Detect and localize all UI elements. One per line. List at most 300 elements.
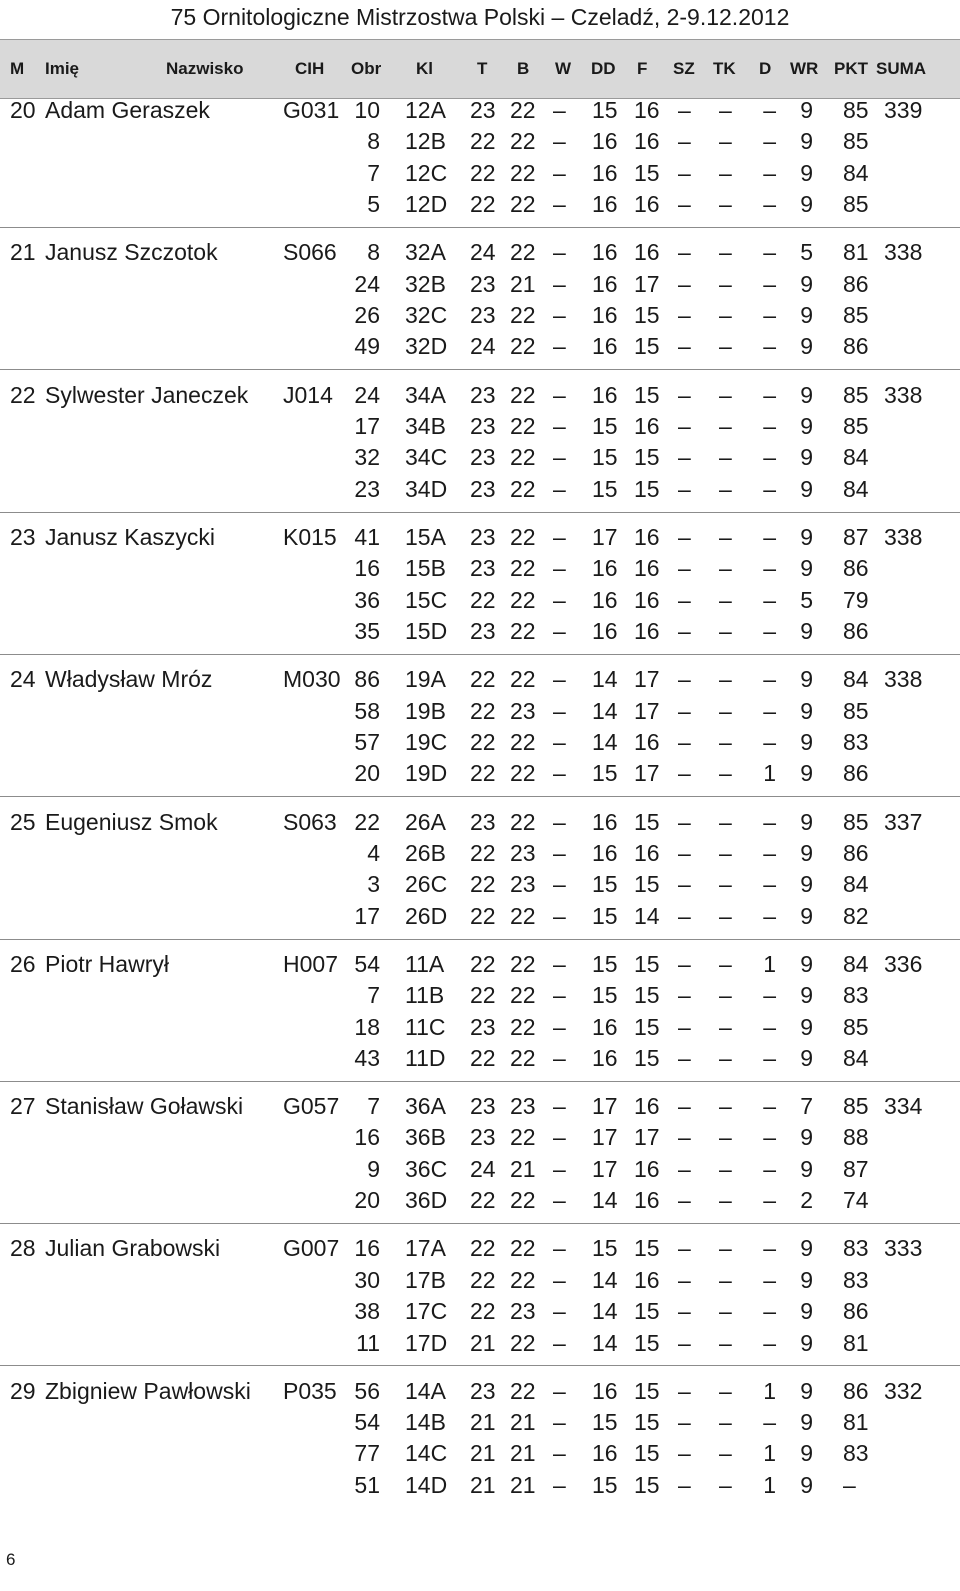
wr-cell: 9: [800, 1329, 813, 1356]
tk-cell: –: [719, 808, 732, 835]
place-cell: 25: [10, 808, 36, 835]
kl-cell: 14B: [405, 1409, 446, 1436]
obr-cell: 20: [354, 1187, 380, 1214]
b-cell: 22: [510, 1013, 536, 1040]
kl-cell: 36D: [405, 1187, 448, 1214]
suma-cell: 336: [884, 950, 923, 977]
sz-cell: –: [678, 871, 691, 898]
wr-cell: 9: [800, 666, 813, 693]
wr-cell: 9: [800, 839, 813, 866]
f-cell: 15: [634, 381, 660, 408]
place-cell: 24: [10, 666, 36, 693]
obr-cell: 7: [367, 982, 380, 1009]
f-cell: 16: [634, 239, 660, 266]
w-cell: –: [553, 1093, 566, 1120]
b-cell: 23: [510, 697, 536, 724]
d-cell: –: [763, 1013, 776, 1040]
pkt-cell: 84: [843, 475, 869, 502]
d-cell: –: [763, 412, 776, 439]
b-cell: 22: [510, 444, 536, 471]
d-cell: –: [763, 475, 776, 502]
obr-cell: 24: [354, 381, 380, 408]
b-cell: 22: [510, 239, 536, 266]
place-cell: 28: [10, 1235, 36, 1262]
w-cell: –: [553, 239, 566, 266]
b-cell: 22: [510, 159, 536, 186]
d-cell: –: [763, 333, 776, 360]
wr-cell: 5: [800, 239, 813, 266]
b-cell: 23: [510, 839, 536, 866]
pkt-cell: 83: [843, 1235, 869, 1262]
kl-cell: 19C: [405, 728, 448, 755]
obr-cell: 4: [367, 839, 380, 866]
obr-cell: 24: [354, 270, 380, 297]
d-cell: –: [763, 1124, 776, 1151]
pkt-cell: 86: [843, 1377, 869, 1404]
tk-cell: –: [719, 1013, 732, 1040]
w-cell: –: [553, 333, 566, 360]
header-obr: Obr: [351, 59, 382, 78]
pkt-cell: 85: [843, 1013, 869, 1040]
sz-cell: –: [678, 239, 691, 266]
obr-cell: 9: [367, 1155, 380, 1182]
table-row: [0, 1437, 960, 1469]
tk-cell: –: [719, 159, 732, 186]
f-cell: 15: [634, 950, 660, 977]
tk-cell: –: [719, 1155, 732, 1182]
d-cell: –: [763, 586, 776, 613]
suma-cell: 338: [884, 523, 923, 550]
kl-cell: 15D: [405, 618, 448, 645]
b-cell: 22: [510, 982, 536, 1009]
b-cell: 22: [510, 97, 536, 123]
pkt-cell: 85: [843, 191, 869, 218]
kl-cell: 26A: [405, 808, 446, 835]
dd-cell: 16: [592, 381, 618, 408]
t-cell: 21: [470, 1329, 496, 1356]
pkt-cell: 85: [843, 97, 869, 123]
table-row: [0, 157, 960, 189]
tk-cell: –: [719, 381, 732, 408]
obr-cell: 17: [354, 412, 380, 439]
t-cell: 22: [470, 1298, 496, 1325]
d-cell: –: [763, 523, 776, 550]
kl-cell: 19B: [405, 697, 446, 724]
obr-cell: 7: [367, 159, 380, 186]
sz-cell: –: [678, 728, 691, 755]
f-cell: 16: [634, 523, 660, 550]
dd-cell: 15: [592, 412, 618, 439]
tk-cell: –: [719, 586, 732, 613]
b-cell: 22: [510, 808, 536, 835]
pkt-cell: 74: [843, 1187, 869, 1214]
header-pkt: PKT: [834, 59, 868, 78]
w-cell: –: [553, 1409, 566, 1436]
f-cell: 16: [634, 555, 660, 582]
tk-cell: –: [719, 950, 732, 977]
tk-cell: –: [719, 191, 732, 218]
suma-cell: 337: [884, 808, 923, 835]
t-cell: 23: [470, 1013, 496, 1040]
sz-cell: –: [678, 760, 691, 787]
d-cell: –: [763, 1409, 776, 1436]
wr-cell: 9: [800, 381, 813, 408]
entry-group: [0, 1090, 960, 1228]
sz-cell: –: [678, 950, 691, 977]
d-cell: –: [763, 555, 776, 582]
wr-cell: 9: [800, 159, 813, 186]
table-row: [0, 948, 960, 980]
place-cell: 20: [10, 97, 36, 123]
sz-cell: –: [678, 412, 691, 439]
kl-cell: 12D: [405, 191, 448, 218]
pkt-cell: 84: [843, 871, 869, 898]
d-cell: –: [763, 1093, 776, 1120]
w-cell: –: [553, 475, 566, 502]
cih-cell: M030: [283, 666, 341, 693]
obr-cell: 38: [354, 1298, 380, 1325]
t-cell: 22: [470, 586, 496, 613]
sz-cell: –: [678, 1044, 691, 1071]
w-cell: –: [553, 839, 566, 866]
w-cell: –: [553, 697, 566, 724]
table-row: [0, 1375, 960, 1407]
document-title: 75 Ornitologiczne Mistrzostwa Polski – Czeladź, 2-9.12.2012: [170, 4, 790, 30]
table-row: [0, 1153, 960, 1185]
pkt-cell: 86: [843, 1298, 869, 1325]
table-row: [0, 1264, 960, 1296]
t-cell: 22: [470, 760, 496, 787]
d-cell: 1: [763, 1471, 776, 1498]
obr-cell: 54: [354, 950, 380, 977]
f-cell: 16: [634, 618, 660, 645]
table-row: [0, 473, 960, 505]
t-cell: 23: [470, 523, 496, 550]
wr-cell: 9: [800, 302, 813, 329]
entry-group: [0, 948, 960, 1086]
tk-cell: –: [719, 728, 732, 755]
d-cell: –: [763, 728, 776, 755]
table-row: [0, 695, 960, 727]
t-cell: 22: [470, 128, 496, 155]
pkt-cell: 85: [843, 697, 869, 724]
pkt-cell: 85: [843, 381, 869, 408]
entry-group: [0, 1232, 960, 1370]
wr-cell: 9: [800, 1298, 813, 1325]
suma-cell: 338: [884, 381, 923, 408]
place-cell: 26: [10, 950, 36, 977]
wr-cell: 9: [800, 270, 813, 297]
w-cell: –: [553, 618, 566, 645]
header-kl: Kl: [416, 59, 433, 78]
f-cell: 16: [634, 1187, 660, 1214]
kl-cell: 11D: [405, 1044, 446, 1071]
pkt-cell: 81: [843, 1329, 869, 1356]
pkt-cell: 84: [843, 666, 869, 693]
kl-cell: 15A: [405, 523, 446, 550]
tk-cell: –: [719, 555, 732, 582]
kl-cell: 17B: [405, 1266, 446, 1293]
tk-cell: –: [719, 302, 732, 329]
table-row: [0, 236, 960, 268]
obr-cell: 57: [354, 728, 380, 755]
d-cell: –: [763, 982, 776, 1009]
pkt-cell: 81: [843, 1409, 869, 1436]
header-cih: CIH: [295, 59, 325, 78]
obr-cell: 23: [354, 475, 380, 502]
t-cell: 22: [470, 728, 496, 755]
w-cell: –: [553, 902, 566, 929]
obr-cell: 17: [354, 902, 380, 929]
w-cell: –: [553, 444, 566, 471]
w-cell: –: [553, 1471, 566, 1498]
t-cell: 22: [470, 697, 496, 724]
w-cell: –: [553, 1329, 566, 1356]
t-cell: 22: [470, 839, 496, 866]
table-row: [0, 663, 960, 695]
competitor-name: Piotr Hawrył: [45, 950, 169, 977]
f-cell: 15: [634, 1298, 660, 1325]
dd-cell: 17: [592, 523, 618, 550]
b-cell: 22: [510, 728, 536, 755]
table-row: [0, 1327, 960, 1359]
f-cell: 16: [634, 1266, 660, 1293]
cih-cell: S066: [283, 239, 337, 266]
tk-cell: –: [719, 1471, 732, 1498]
sz-cell: –: [678, 191, 691, 218]
place-cell: 29: [10, 1377, 36, 1404]
obr-cell: 32: [354, 444, 380, 471]
sz-cell: –: [678, 97, 691, 123]
t-cell: 24: [470, 333, 496, 360]
table-row: [0, 1011, 960, 1043]
entry-group: [0, 521, 960, 659]
b-cell: 22: [510, 1044, 536, 1071]
obr-cell: 51: [354, 1471, 380, 1498]
b-cell: 22: [510, 1266, 536, 1293]
w-cell: –: [553, 270, 566, 297]
entry-group: [0, 379, 960, 517]
kl-cell: 11B: [405, 982, 445, 1009]
b-cell: 22: [510, 1377, 536, 1404]
obr-cell: 54: [354, 1409, 380, 1436]
table-row: [0, 410, 960, 442]
sz-cell: –: [678, 1471, 691, 1498]
tk-cell: –: [719, 1044, 732, 1071]
header-w: W: [555, 59, 572, 78]
kl-cell: 26D: [405, 902, 448, 929]
b-cell: 23: [510, 1298, 536, 1325]
b-cell: 22: [510, 191, 536, 218]
w-cell: –: [553, 555, 566, 582]
tk-cell: –: [719, 1409, 732, 1436]
pkt-cell: 86: [843, 270, 869, 297]
dd-cell: 15: [592, 1471, 618, 1498]
dd-cell: 17: [592, 1093, 618, 1120]
wr-cell: 9: [800, 1266, 813, 1293]
kl-cell: 32A: [405, 239, 446, 266]
t-cell: 24: [470, 239, 496, 266]
t-cell: 22: [470, 950, 496, 977]
dd-cell: 15: [592, 1235, 618, 1262]
b-cell: 21: [510, 1471, 536, 1498]
entry-group: [0, 663, 960, 801]
obr-cell: 56: [354, 1377, 380, 1404]
competitor-name: Stanisław Goławski: [45, 1093, 244, 1120]
d-cell: –: [763, 1044, 776, 1071]
tk-cell: –: [719, 1298, 732, 1325]
pkt-cell: 85: [843, 808, 869, 835]
b-cell: 21: [510, 270, 536, 297]
b-cell: 23: [510, 871, 536, 898]
obr-cell: 16: [354, 1235, 380, 1262]
w-cell: –: [553, 412, 566, 439]
wr-cell: 9: [800, 697, 813, 724]
group-divider: [0, 654, 960, 655]
d-cell: –: [763, 1266, 776, 1293]
t-cell: 23: [470, 475, 496, 502]
pkt-cell: 85: [843, 1093, 869, 1120]
sz-cell: –: [678, 1409, 691, 1436]
tk-cell: –: [719, 239, 732, 266]
kl-cell: 34C: [405, 444, 448, 471]
w-cell: –: [553, 159, 566, 186]
b-cell: 22: [510, 475, 536, 502]
f-cell: 15: [634, 1235, 660, 1262]
t-cell: 22: [470, 1187, 496, 1214]
cih-cell: J014: [283, 381, 333, 408]
suma-cell: 338: [884, 666, 923, 693]
t-cell: 23: [470, 1124, 496, 1151]
f-cell: 15: [634, 302, 660, 329]
sz-cell: –: [678, 982, 691, 1009]
kl-cell: 14D: [405, 1471, 448, 1498]
wr-cell: 9: [800, 333, 813, 360]
sz-cell: –: [678, 475, 691, 502]
sz-cell: –: [678, 333, 691, 360]
table-row: [0, 806, 960, 838]
suma-cell: 339: [884, 97, 923, 123]
place-cell: 22: [10, 381, 36, 408]
w-cell: –: [553, 586, 566, 613]
obr-cell: 86: [354, 666, 380, 693]
dd-cell: 16: [592, 808, 618, 835]
competitor-name: Julian Grabowski: [45, 1235, 221, 1262]
sz-cell: –: [678, 1124, 691, 1151]
header-f: F: [637, 59, 648, 78]
entry-group: [0, 94, 960, 232]
d-cell: –: [763, 839, 776, 866]
dd-cell: 14: [592, 728, 618, 755]
w-cell: –: [553, 1013, 566, 1040]
table-row: [0, 615, 960, 647]
tk-cell: –: [719, 902, 732, 929]
t-cell: 21: [470, 1440, 496, 1467]
obr-cell: 22: [354, 808, 380, 835]
cih-cell: K015: [283, 523, 337, 550]
wr-cell: 9: [800, 760, 813, 787]
wr-cell: 9: [800, 1155, 813, 1182]
w-cell: –: [553, 1235, 566, 1262]
kl-cell: 12A: [405, 97, 446, 123]
kl-cell: 34B: [405, 412, 446, 439]
dd-cell: 16: [592, 302, 618, 329]
dd-cell: 15: [592, 950, 618, 977]
sz-cell: –: [678, 1187, 691, 1214]
kl-cell: 36A: [405, 1093, 446, 1120]
w-cell: –: [553, 381, 566, 408]
table-row: [0, 188, 960, 220]
f-cell: 15: [634, 808, 660, 835]
t-cell: 21: [470, 1409, 496, 1436]
d-cell: –: [763, 159, 776, 186]
sz-cell: –: [678, 697, 691, 724]
f-cell: 17: [634, 666, 660, 693]
w-cell: –: [553, 1187, 566, 1214]
table-row: [0, 441, 960, 473]
table-row: [0, 837, 960, 869]
kl-cell: 36B: [405, 1124, 446, 1151]
dd-cell: 16: [592, 618, 618, 645]
b-cell: 22: [510, 1187, 536, 1214]
pkt-cell: 86: [843, 839, 869, 866]
w-cell: –: [553, 1124, 566, 1151]
f-cell: 15: [634, 1440, 660, 1467]
dd-cell: 16: [592, 1013, 618, 1040]
b-cell: 22: [510, 381, 536, 408]
kl-cell: 19D: [405, 760, 448, 787]
dd-cell: 14: [592, 1329, 618, 1356]
obr-cell: 3: [367, 871, 380, 898]
kl-cell: 26B: [405, 839, 446, 866]
d-cell: 1: [763, 1377, 776, 1404]
d-cell: –: [763, 871, 776, 898]
tk-cell: –: [719, 523, 732, 550]
table-row: [0, 521, 960, 553]
t-cell: 22: [470, 159, 496, 186]
sz-cell: –: [678, 1266, 691, 1293]
dd-cell: 15: [592, 982, 618, 1009]
header-suma: SUMA: [876, 59, 927, 78]
obr-cell: 43: [354, 1044, 380, 1071]
entry-group: [0, 1375, 960, 1513]
group-divider: [0, 227, 960, 228]
dd-cell: 17: [592, 1124, 618, 1151]
cih-cell: G007: [283, 1235, 340, 1262]
group-divider: [0, 939, 960, 940]
wr-cell: 9: [800, 1235, 813, 1262]
kl-cell: 14A: [405, 1377, 446, 1404]
kl-cell: 32C: [405, 302, 448, 329]
tk-cell: –: [719, 1329, 732, 1356]
f-cell: 17: [634, 697, 660, 724]
f-cell: 15: [634, 159, 660, 186]
sz-cell: –: [678, 270, 691, 297]
f-cell: 17: [634, 1124, 660, 1151]
kl-cell: 26C: [405, 871, 448, 898]
f-cell: 15: [634, 1329, 660, 1356]
d-cell: –: [763, 1187, 776, 1214]
dd-cell: 15: [592, 760, 618, 787]
f-cell: 15: [634, 1471, 660, 1498]
dd-cell: 15: [592, 871, 618, 898]
t-cell: 22: [470, 191, 496, 218]
f-cell: 16: [634, 1093, 660, 1120]
wr-cell: 9: [800, 871, 813, 898]
dd-cell: 15: [592, 97, 618, 123]
b-cell: 22: [510, 1235, 536, 1262]
competitor-name: Eugeniusz Smok: [45, 808, 218, 835]
